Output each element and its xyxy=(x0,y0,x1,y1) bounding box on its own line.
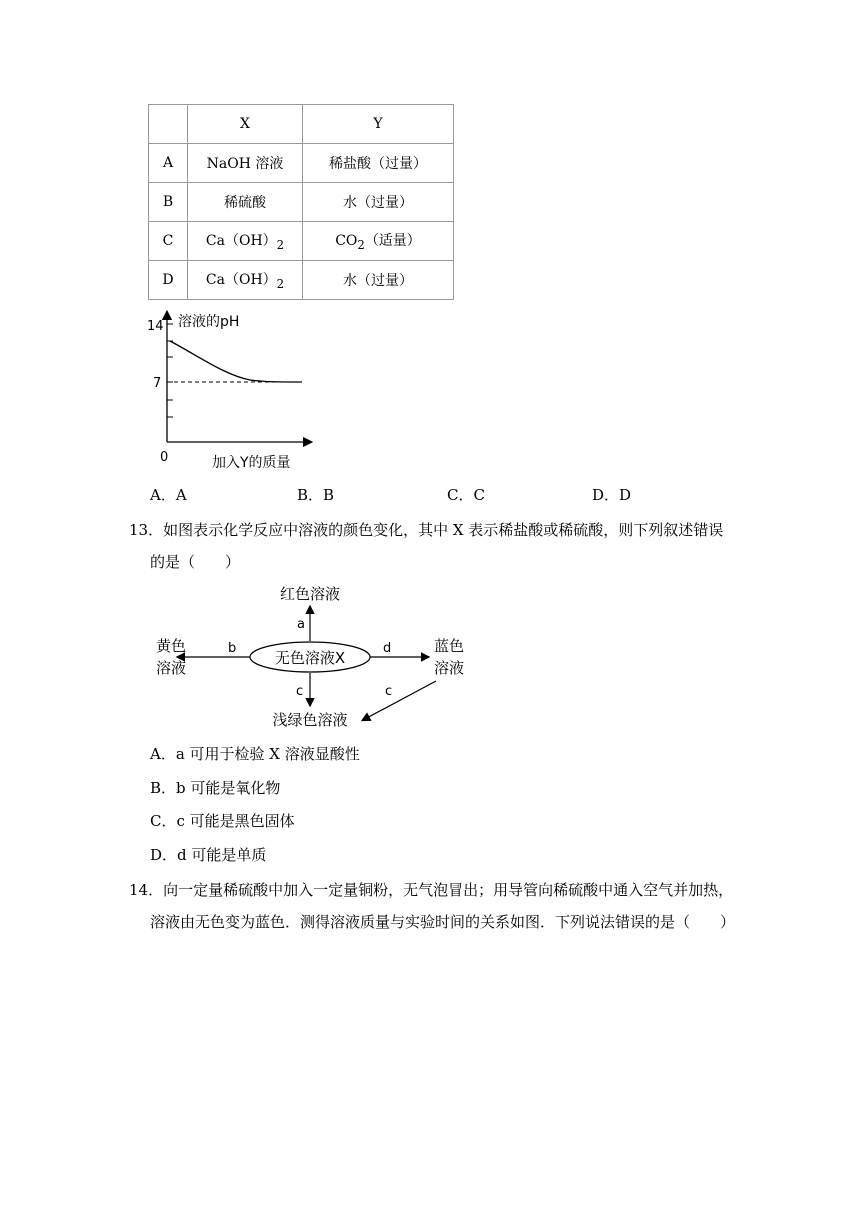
q12-option-a[interactable]: A．A xyxy=(150,486,187,504)
q13-option-d[interactable]: D．d 可能是单质 xyxy=(150,846,267,864)
right-label-line1: 蓝色 xyxy=(434,637,465,655)
arrow-c-label: c xyxy=(296,684,304,699)
formula-text: Ca（OH） xyxy=(205,272,277,289)
table-row xyxy=(149,183,454,222)
q13-stem-line2: 的是（ ） xyxy=(150,553,241,571)
q13-option-c[interactable]: C．c 可能是黑色固体 xyxy=(150,812,295,830)
table-row xyxy=(149,144,454,183)
y-tick-7: 7 xyxy=(153,376,162,391)
table-header-y: Y xyxy=(303,105,454,144)
row-y-value: 稀盐酸（过量） xyxy=(303,144,454,183)
left-label-line2: 溶液 xyxy=(156,659,187,677)
row-y-value: 水（过量） xyxy=(303,261,454,300)
y-tick-14: 14 xyxy=(147,319,164,334)
q13-option-a[interactable]: A．a 可用于检验 X 溶液显酸性 xyxy=(150,745,360,763)
bottom-label: 浅绿色溶液 xyxy=(272,711,348,729)
q12-option-d[interactable]: D．D xyxy=(592,486,632,504)
q12-option-b[interactable]: B．B xyxy=(297,486,335,504)
row-y-value: 水（过量） xyxy=(303,183,454,222)
color-change-diagram xyxy=(140,575,490,740)
row-label: A xyxy=(149,144,188,183)
left-label-line1: 黄色 xyxy=(156,637,187,655)
y-axis-label: 溶液的pH xyxy=(178,314,240,330)
ph-graph xyxy=(140,305,330,475)
formula-note: （适量） xyxy=(364,233,421,250)
row-label: D xyxy=(149,261,188,300)
right-label-line2: 溶液 xyxy=(434,659,465,677)
row-label: C xyxy=(149,222,188,261)
ph-curve xyxy=(170,341,302,382)
arrow-a-label: a xyxy=(297,617,305,632)
origin-label: 0 xyxy=(160,450,169,465)
y-ticks xyxy=(167,324,173,417)
q13-option-b[interactable]: B．b 可能是氧化物 xyxy=(150,779,281,797)
table-header-x: X xyxy=(188,105,303,144)
formula-subscript: 2 xyxy=(276,276,285,291)
center-label: 无色溶液X xyxy=(274,649,346,667)
formula-subscript: 2 xyxy=(357,237,365,252)
answer-table xyxy=(148,104,454,300)
formula-text: CO xyxy=(335,233,358,250)
table-header-row xyxy=(149,105,454,144)
formula-subscript: 2 xyxy=(276,237,285,252)
arrow-d-label: d xyxy=(383,641,392,656)
top-label: 红色溶液 xyxy=(279,585,341,603)
row-x-value xyxy=(188,222,303,261)
q14-stem-line2: 溶液由无色变为蓝色．测得溶液质量与实验时间的关系如图．下列说法错误的是（ ） xyxy=(150,913,736,931)
arrow-b-label: b xyxy=(228,641,237,656)
formula-text: Ca（OH） xyxy=(205,233,277,250)
arrow-diagonal xyxy=(363,681,436,720)
row-x-value xyxy=(188,261,303,300)
row-x-value: 稀硫酸 xyxy=(188,183,303,222)
row-label: B xyxy=(149,183,188,222)
x-axis-label: 加入Y的质量 xyxy=(212,455,291,471)
q12-option-c[interactable]: C．C xyxy=(447,486,485,504)
table-cell xyxy=(149,105,188,144)
row-x-value: NaOH 溶液 xyxy=(188,144,303,183)
q14-stem-line1: 14．向一定量稀硫酸中加入一定量铜粉，无气泡冒出；用导管向稀硫酸中通入空气并加热， xyxy=(129,881,734,899)
row-y-value xyxy=(303,222,454,261)
arrow-c2-label: c xyxy=(385,684,393,699)
table-row xyxy=(149,222,454,261)
q13-stem-line1: 13．如图表示化学反应中溶液的颜色变化，其中 X 表示稀盐酸或稀硫酸，则下列叙述错误 xyxy=(129,521,724,539)
table-row xyxy=(149,261,454,300)
